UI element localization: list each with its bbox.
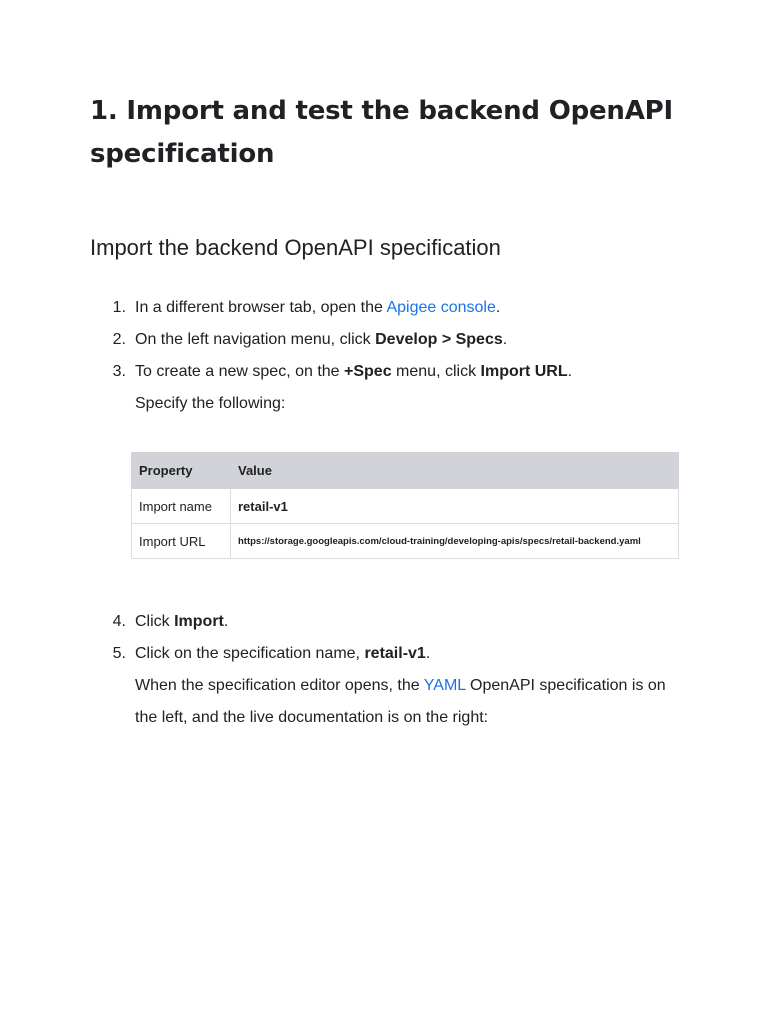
step-text: . bbox=[223, 613, 229, 630]
step-text: On the left navigation menu, click bbox=[135, 331, 376, 348]
step-bold-text: Import URL bbox=[480, 363, 568, 380]
list-item bbox=[90, 324, 690, 356]
table-cell-property: Import name bbox=[132, 489, 231, 524]
table-header-cell: Value bbox=[231, 453, 679, 489]
section-heading: Import the backend OpenAPI specification bbox=[90, 235, 501, 260]
table-row bbox=[132, 524, 679, 559]
step-number: 5. bbox=[112, 645, 126, 662]
step-number: 3. bbox=[112, 363, 126, 380]
table-row bbox=[132, 489, 679, 524]
steps-list-2 bbox=[90, 606, 690, 734]
apigee-console-link[interactable]: Apigee console bbox=[386, 299, 496, 316]
step-text: . bbox=[502, 331, 508, 348]
step-text: In a different browser tab, open the bbox=[135, 299, 387, 316]
properties-table-wrapper bbox=[131, 452, 679, 559]
step-text: . bbox=[425, 645, 431, 662]
step-bold-text: retail-v1 bbox=[364, 645, 426, 662]
step-followup: Specify the following: bbox=[135, 395, 286, 412]
step-text: . bbox=[567, 363, 573, 380]
step-text: Click on the specification name, bbox=[135, 645, 365, 662]
step-text: . bbox=[495, 299, 501, 316]
table-header-cell: Property bbox=[132, 453, 231, 489]
step-bold-text: Import bbox=[174, 613, 224, 630]
properties-table bbox=[131, 452, 679, 559]
table-header-row bbox=[132, 453, 679, 489]
step-text: When the specification editor opens, the bbox=[135, 677, 424, 694]
step-bold-text: +Spec bbox=[344, 363, 392, 380]
step-text: Click bbox=[135, 613, 175, 630]
table-cell-property: Import URL bbox=[132, 524, 231, 559]
steps-list-1 bbox=[90, 292, 690, 420]
list-item bbox=[90, 292, 690, 324]
yaml-link[interactable]: YAML bbox=[423, 677, 466, 694]
step-number: 4. bbox=[112, 613, 126, 630]
step-text: menu, click bbox=[391, 363, 481, 380]
step-bold-text: Develop > Specs bbox=[375, 331, 503, 348]
step-number: 2. bbox=[112, 331, 126, 348]
page-title: 1. Import and test the backend OpenAPI specification bbox=[90, 96, 673, 169]
table-cell-value: https://storage.googleapis.com/cloud-training/developing-apis/specs/retail-backend.yaml bbox=[231, 524, 679, 559]
step-followup bbox=[90, 670, 690, 734]
step-text: OpenAPI specification is on the left, and the live documentation is on the right: bbox=[135, 677, 666, 726]
list-item bbox=[90, 356, 690, 388]
table-cell-value: retail-v1 bbox=[231, 489, 679, 524]
list-item bbox=[90, 606, 690, 638]
list-item bbox=[90, 638, 690, 670]
step-text: To create a new spec, on the bbox=[135, 363, 345, 380]
step-number: 1. bbox=[112, 299, 126, 316]
